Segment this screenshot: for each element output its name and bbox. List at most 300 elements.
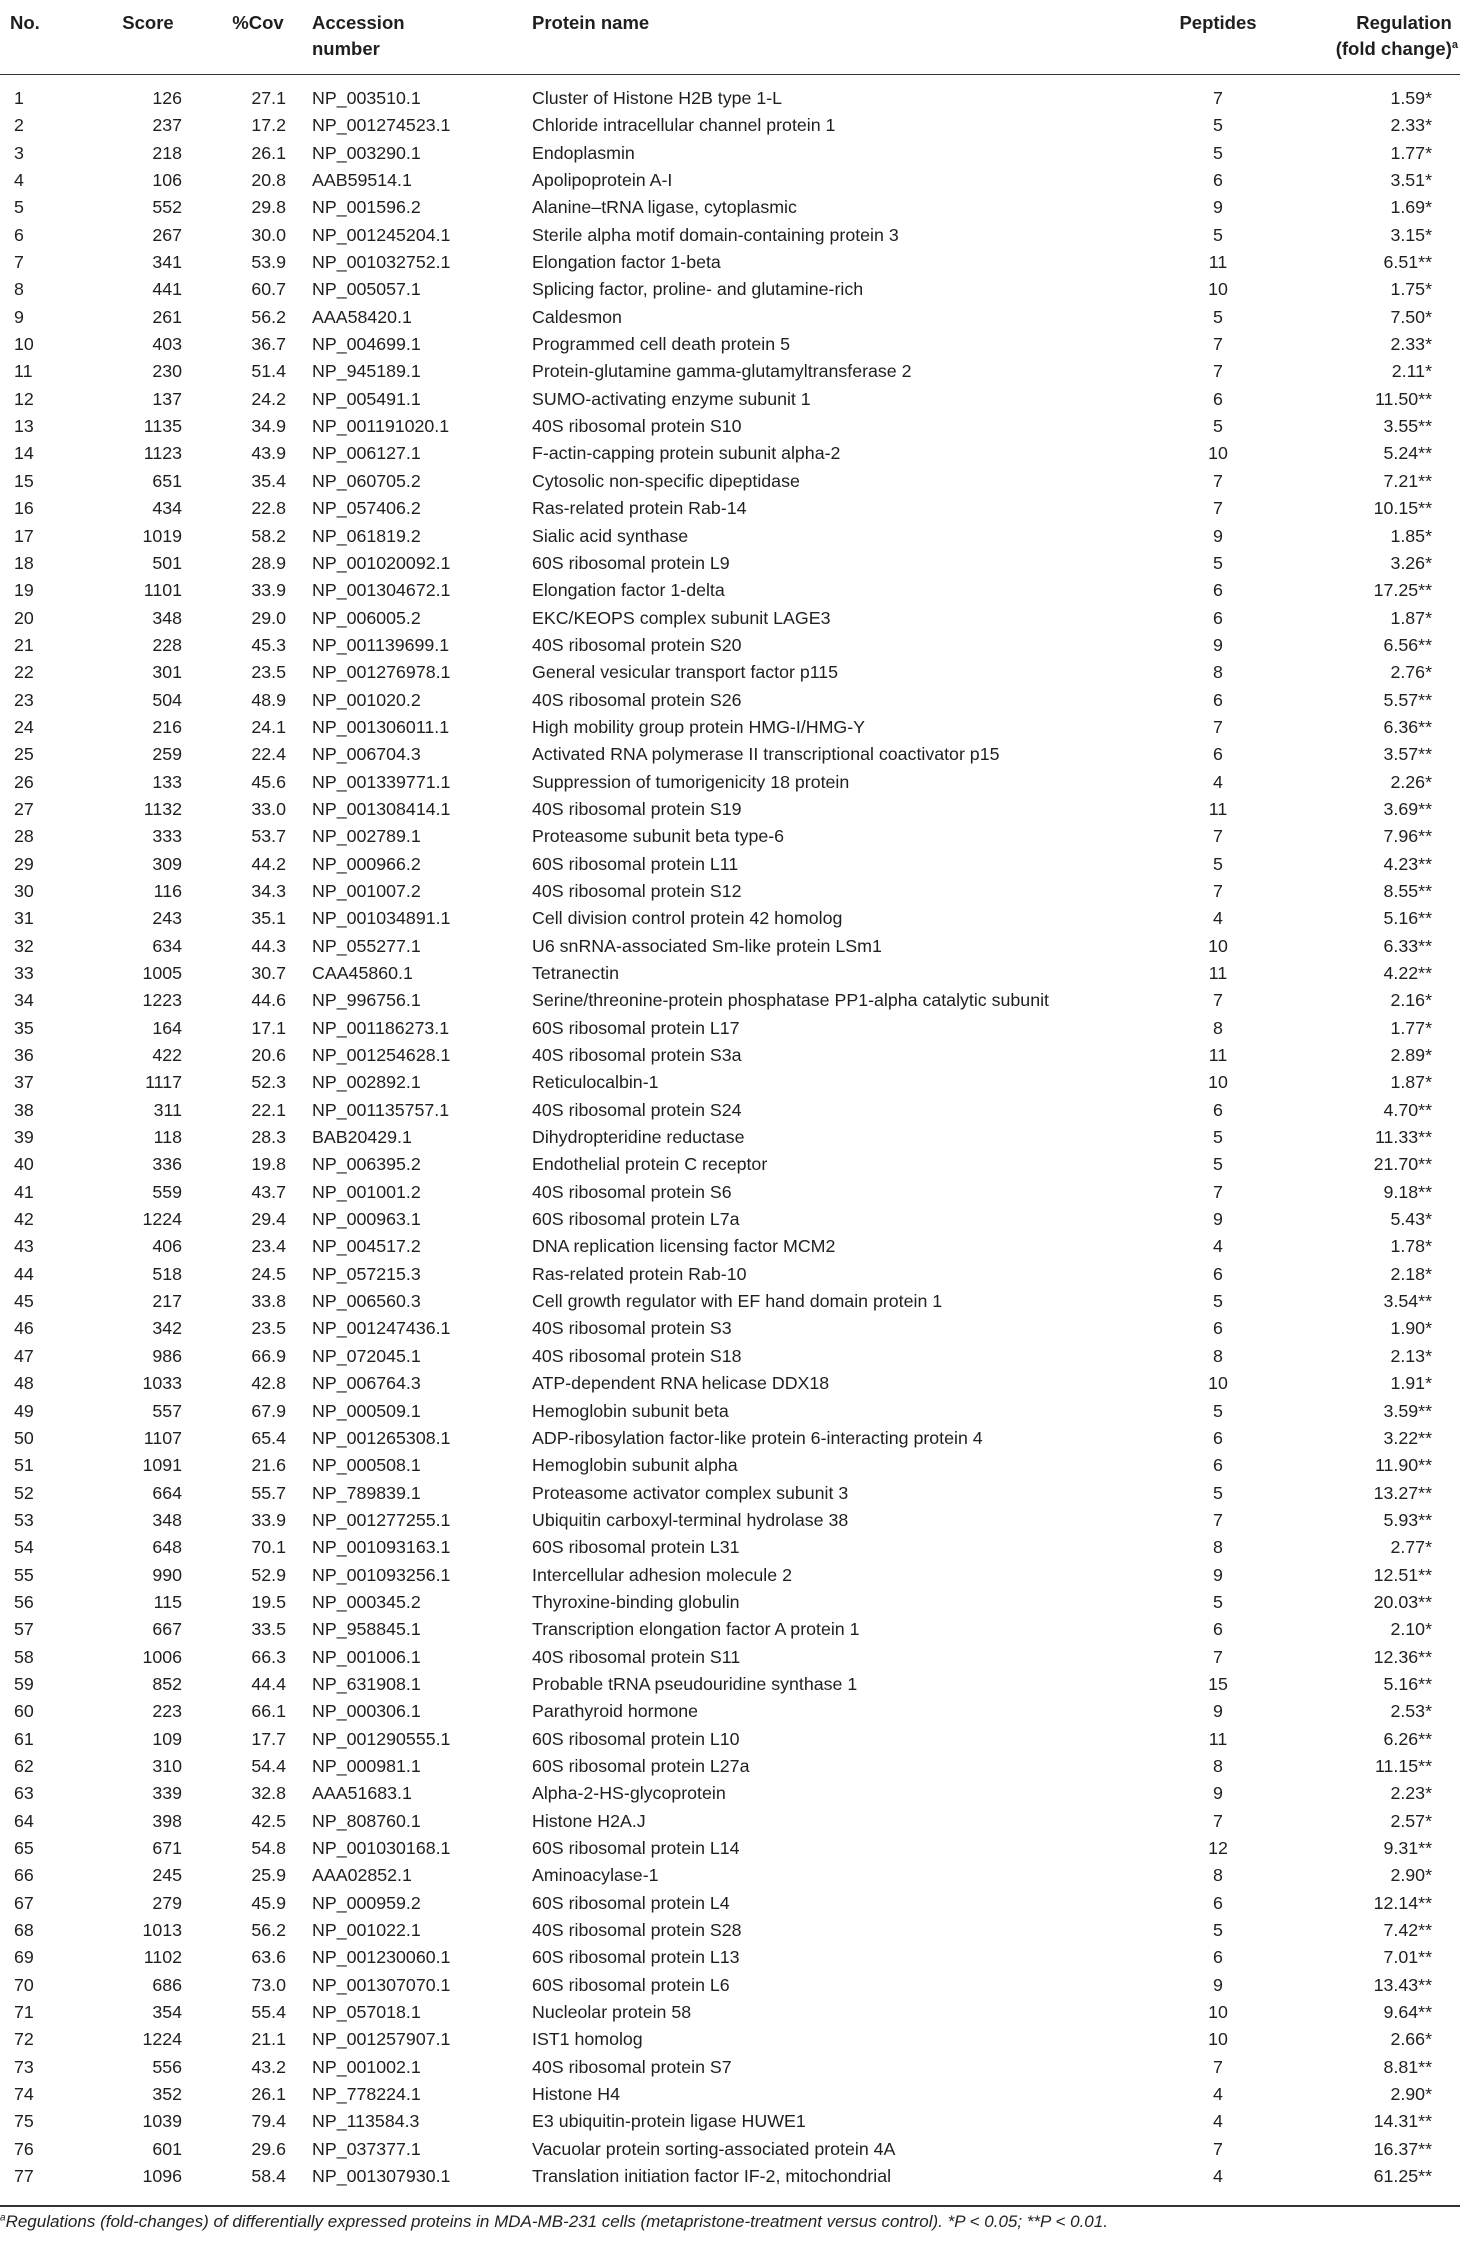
cell-no: 62 bbox=[14, 1755, 34, 1776]
cell-score: 309 bbox=[152, 853, 182, 874]
cell-no: 57 bbox=[14, 1619, 34, 1640]
cell-score: 648 bbox=[152, 1537, 182, 1558]
header-accession-label: Accession number bbox=[312, 12, 405, 59]
cell-score: 237 bbox=[152, 115, 182, 136]
cell-regulation: 2.33* bbox=[1390, 334, 1432, 355]
cell-score: 228 bbox=[152, 634, 182, 655]
table-row bbox=[0, 1562, 1460, 1589]
cell-protein-name: Vacuolar protein sorting-associated protein 4A bbox=[532, 2138, 896, 2159]
cell-regulation: 8.81** bbox=[1383, 2056, 1432, 2077]
cell-peptides: 7 bbox=[1213, 1646, 1223, 1667]
cell-no: 44 bbox=[14, 1263, 34, 1284]
cell-score: 261 bbox=[152, 306, 182, 327]
cell-protein-name: Transcription elongation factor A protein 1 bbox=[532, 1619, 860, 1640]
cell-score: 133 bbox=[152, 771, 182, 792]
cell-score: 557 bbox=[152, 1400, 182, 1421]
cell-regulation: 16.37** bbox=[1373, 2138, 1432, 2159]
footnote-text: Regulations (fold-changes) of differentially expressed proteins in MDA-MB-231 cells (metapristone-treatment versus control). *P < 0.05; **P < 0.01. bbox=[5, 2212, 1108, 2231]
table-row bbox=[0, 1698, 1460, 1725]
cell-peptides: 5 bbox=[1213, 306, 1223, 327]
cell-no: 29 bbox=[14, 853, 34, 874]
cell-accession: AAA51683.1 bbox=[312, 1783, 412, 1804]
cell-protein-name: U6 snRNA-associated Sm-like protein LSm1 bbox=[532, 935, 882, 956]
cell-peptides: 9 bbox=[1213, 634, 1223, 655]
cell-regulation: 2.33* bbox=[1390, 115, 1432, 136]
cell-regulation: 3.69** bbox=[1383, 798, 1432, 819]
cell-no: 34 bbox=[14, 990, 34, 1011]
cell-score: 354 bbox=[152, 2002, 182, 2023]
cell-accession: NP_037377.1 bbox=[312, 2138, 421, 2159]
cell-regulation: 2.18* bbox=[1390, 1263, 1432, 1284]
cell-cov: 53.9 bbox=[251, 252, 286, 273]
cell-score: 339 bbox=[152, 1783, 182, 1804]
cell-cov: 53.7 bbox=[251, 826, 286, 847]
cell-accession: NP_002789.1 bbox=[312, 826, 421, 847]
cell-peptides: 9 bbox=[1213, 1564, 1223, 1585]
cell-protein-name: 60S ribosomal protein L14 bbox=[532, 1838, 740, 1858]
cell-no: 64 bbox=[14, 1810, 34, 1831]
cell-peptides: 5 bbox=[1213, 416, 1223, 437]
cell-protein-name: Ras-related protein Rab-14 bbox=[532, 498, 747, 519]
cell-no: 18 bbox=[14, 552, 34, 573]
cell-peptides: 5 bbox=[1213, 1920, 1223, 1941]
header-protein-name: Protein name bbox=[532, 12, 650, 33]
cell-peptides: 4 bbox=[1213, 1236, 1223, 1257]
cell-regulation: 2.16* bbox=[1390, 990, 1432, 1011]
cell-peptides: 7 bbox=[1213, 1810, 1223, 1831]
cell-no: 16 bbox=[14, 498, 34, 519]
cell-no: 60 bbox=[14, 1701, 34, 1722]
cell-score: 1102 bbox=[143, 1947, 182, 1968]
cell-accession: NP_001307070.1 bbox=[312, 1974, 451, 1995]
cell-regulation: 1.87* bbox=[1390, 1072, 1432, 1093]
cell-peptides: 4 bbox=[1213, 2166, 1223, 2187]
cell-regulation: 3.54** bbox=[1383, 1291, 1432, 1312]
table-row bbox=[0, 2108, 1460, 2135]
cell-score: 441 bbox=[152, 279, 182, 300]
cell-cov: 24.2 bbox=[251, 388, 286, 409]
table-row bbox=[0, 1835, 1460, 1862]
cell-accession: NP_001186273.1 bbox=[312, 1017, 450, 1038]
cell-accession: NP_000981.1 bbox=[312, 1755, 421, 1776]
cell-protein-name: 40S ribosomal protein S18 bbox=[532, 1345, 742, 1366]
cell-regulation: 6.51** bbox=[1383, 252, 1432, 273]
cell-cov: 42.5 bbox=[251, 1810, 286, 1831]
cell-regulation: 10.15** bbox=[1373, 498, 1432, 519]
cell-cov: 43.2 bbox=[251, 2056, 286, 2077]
cell-regulation: 3.57** bbox=[1383, 744, 1432, 765]
table-row bbox=[0, 878, 1460, 905]
cell-accession: NP_001290555.1 bbox=[312, 1728, 451, 1749]
cell-accession: NP_003510.1 bbox=[312, 88, 421, 108]
cell-cov: 66.1 bbox=[251, 1701, 286, 1722]
cell-score: 501 bbox=[152, 552, 182, 573]
cell-accession: NP_000508.1 bbox=[312, 1455, 421, 1476]
cell-cov: 29.4 bbox=[251, 1209, 286, 1230]
cell-protein-name: 60S ribosomal protein L17 bbox=[532, 1017, 740, 1038]
cell-regulation: 7.50* bbox=[1390, 306, 1432, 327]
cell-cov: 70.1 bbox=[251, 1537, 286, 1558]
table-row bbox=[0, 2136, 1460, 2163]
cell-protein-name: 40S ribosomal protein S19 bbox=[532, 798, 742, 819]
table-row bbox=[0, 1644, 1460, 1671]
cell-cov: 22.1 bbox=[251, 1099, 286, 1120]
cell-no: 24 bbox=[14, 716, 34, 737]
cell-regulation: 1.77* bbox=[1390, 142, 1432, 163]
cell-protein-name: 60S ribosomal protein L9 bbox=[532, 552, 730, 573]
cell-protein-name: 40S ribosomal protein S24 bbox=[532, 1099, 742, 1120]
header-peptides: Peptides bbox=[1179, 12, 1257, 33]
cell-score: 1033 bbox=[142, 1373, 182, 1394]
cell-protein-name: 60S ribosomal protein L10 bbox=[532, 1728, 740, 1749]
cell-no: 36 bbox=[14, 1045, 34, 1066]
cell-regulation: 12.51** bbox=[1373, 1564, 1432, 1585]
cell-peptides: 10 bbox=[1208, 443, 1228, 464]
cell-cov: 55.7 bbox=[251, 1482, 286, 1503]
cell-accession: NP_001308414.1 bbox=[312, 798, 451, 819]
cell-protein-name: 40S ribosomal protein S3 bbox=[532, 1318, 732, 1339]
table-row bbox=[0, 823, 1460, 850]
cell-cov: 29.6 bbox=[251, 2138, 286, 2159]
cell-score: 1096 bbox=[142, 2166, 182, 2187]
cell-regulation: 5.57** bbox=[1383, 689, 1432, 710]
cell-cov: 34.9 bbox=[251, 416, 286, 437]
cell-regulation: 13.43** bbox=[1373, 1974, 1432, 1995]
cell-protein-name: High mobility group protein HMG-I/HMG-Y bbox=[532, 716, 865, 737]
cell-no: 15 bbox=[14, 470, 34, 491]
table-row bbox=[0, 112, 1460, 139]
cell-peptides: 7 bbox=[1213, 498, 1223, 519]
cell-peptides: 6 bbox=[1213, 1455, 1223, 1476]
cell-no: 76 bbox=[14, 2138, 34, 2159]
cell-peptides: 7 bbox=[1213, 1509, 1223, 1530]
cell-protein-name: 40S ribosomal protein S28 bbox=[532, 1920, 742, 1941]
cell-cov: 45.3 bbox=[251, 634, 286, 655]
cell-accession: NP_113584.3 bbox=[312, 2111, 420, 2132]
cell-no: 8 bbox=[14, 279, 24, 300]
cell-protein-name: Apolipoprotein A-I bbox=[532, 170, 673, 191]
cell-no: 17 bbox=[14, 525, 34, 546]
cell-accession: AAB59514.1 bbox=[312, 170, 412, 191]
cell-peptides: 5 bbox=[1213, 552, 1223, 573]
table-row bbox=[0, 851, 1460, 878]
cell-protein-name: Cell division control protein 42 homolog bbox=[532, 908, 843, 929]
cell-protein-name: Programmed cell death protein 5 bbox=[532, 334, 790, 355]
cell-score: 243 bbox=[152, 908, 182, 929]
table-row bbox=[0, 1862, 1460, 1889]
cell-no: 58 bbox=[14, 1646, 34, 1667]
cell-no: 6 bbox=[14, 224, 24, 245]
cell-protein-name: Dihydropteridine reductase bbox=[532, 1127, 745, 1148]
cell-cov: 42.8 bbox=[251, 1373, 286, 1394]
cell-accession: NP_006704.3 bbox=[312, 744, 421, 765]
cell-peptides: 8 bbox=[1213, 1017, 1223, 1038]
cell-no: 30 bbox=[14, 880, 34, 901]
cell-peptides: 6 bbox=[1213, 1427, 1223, 1448]
table-row bbox=[0, 1097, 1460, 1124]
cell-cov: 30.0 bbox=[251, 224, 286, 245]
cell-regulation: 2.76* bbox=[1390, 662, 1432, 683]
table-row bbox=[0, 249, 1460, 276]
cell-score: 217 bbox=[152, 1291, 182, 1312]
cell-protein-name: 40S ribosomal protein S3a bbox=[532, 1045, 742, 1066]
cell-peptides: 5 bbox=[1213, 1291, 1223, 1312]
table-row bbox=[0, 440, 1460, 467]
cell-no: 49 bbox=[14, 1400, 34, 1421]
cell-regulation: 6.36** bbox=[1383, 716, 1432, 737]
cell-score: 311 bbox=[153, 1099, 182, 1120]
cell-cov: 21.1 bbox=[251, 2029, 286, 2050]
table-row bbox=[0, 1999, 1460, 2026]
cell-cov: 54.8 bbox=[251, 1838, 286, 1858]
cell-no: 38 bbox=[14, 1099, 34, 1120]
cell-accession: NP_001093256.1 bbox=[312, 1564, 451, 1585]
cell-protein-name: Histone H2A.J bbox=[532, 1810, 646, 1831]
cell-protein-name: E3 ubiquitin-protein ligase HUWE1 bbox=[532, 2111, 806, 2132]
table-row bbox=[0, 1233, 1460, 1260]
table-row bbox=[0, 2081, 1460, 2108]
cell-cov: 17.7 bbox=[251, 1728, 286, 1749]
cell-peptides: 5 bbox=[1213, 1591, 1223, 1612]
cell-score: 341 bbox=[152, 252, 182, 273]
cell-no: 72 bbox=[14, 2029, 34, 2050]
cell-peptides: 6 bbox=[1213, 689, 1223, 710]
cell-cov: 23.4 bbox=[251, 1236, 286, 1257]
table-row bbox=[0, 413, 1460, 440]
cell-accession: NP_000306.1 bbox=[312, 1701, 421, 1722]
cell-no: 66 bbox=[14, 1865, 34, 1886]
cell-accession: NP_000509.1 bbox=[312, 1400, 421, 1421]
cell-score: 216 bbox=[152, 716, 182, 737]
cell-no: 35 bbox=[14, 1017, 34, 1038]
cell-peptides: 5 bbox=[1213, 142, 1223, 163]
header-regulation-mark: a bbox=[1451, 38, 1458, 51]
cell-regulation: 14.31** bbox=[1373, 2111, 1432, 2132]
cell-no: 50 bbox=[14, 1427, 34, 1448]
cell-cov: 43.7 bbox=[251, 1181, 286, 1202]
cell-protein-name: Cytosolic non-specific dipeptidase bbox=[532, 470, 800, 491]
cell-regulation: 3.51* bbox=[1390, 170, 1432, 191]
table-row bbox=[0, 1370, 1460, 1397]
cell-regulation: 11.15** bbox=[1374, 1755, 1432, 1776]
cell-cov: 44.6 bbox=[251, 990, 286, 1011]
cell-peptides: 9 bbox=[1213, 1974, 1223, 1995]
cell-no: 10 bbox=[14, 334, 34, 355]
cell-peptides: 10 bbox=[1208, 935, 1228, 956]
cell-cov: 33.8 bbox=[251, 1291, 286, 1312]
cell-peptides: 12 bbox=[1208, 1838, 1228, 1858]
cell-no: 48 bbox=[14, 1373, 34, 1394]
cell-no: 45 bbox=[14, 1291, 34, 1312]
cell-score: 1107 bbox=[143, 1427, 182, 1448]
cell-accession: NP_004699.1 bbox=[312, 334, 421, 355]
cell-regulation: 21.70** bbox=[1373, 1154, 1432, 1175]
cell-peptides: 5 bbox=[1213, 1127, 1223, 1148]
cell-cov: 27.1 bbox=[251, 88, 286, 108]
table-row bbox=[0, 1726, 1460, 1753]
header-score: Score bbox=[122, 12, 174, 33]
cell-regulation: 9.64** bbox=[1383, 2002, 1432, 2023]
cell-no: 65 bbox=[14, 1838, 34, 1858]
table-row bbox=[0, 1288, 1460, 1315]
cell-regulation: 4.70** bbox=[1383, 1099, 1432, 1120]
table-row bbox=[0, 75, 1460, 113]
table-row bbox=[0, 577, 1460, 604]
cell-score: 333 bbox=[152, 826, 182, 847]
cell-protein-name: 60S ribosomal protein L4 bbox=[532, 1892, 730, 1913]
cell-regulation: 1.75* bbox=[1390, 279, 1432, 300]
cell-regulation: 12.14** bbox=[1373, 1892, 1432, 1913]
cell-accession: NP_631908.1 bbox=[312, 1673, 421, 1694]
cell-protein-name: Proteasome activator complex subunit 3 bbox=[532, 1482, 849, 1503]
cell-cov: 33.0 bbox=[251, 798, 286, 819]
cell-accession: NP_778224.1 bbox=[312, 2084, 421, 2105]
cell-protein-name: Sterile alpha motif domain-containing protein 3 bbox=[532, 224, 899, 245]
cell-protein-name: ADP-ribosylation factor-like protein 6-interacting protein 4 bbox=[532, 1427, 983, 1448]
cell-peptides: 5 bbox=[1213, 224, 1223, 245]
cell-cov: 26.1 bbox=[251, 142, 286, 163]
cell-accession: NP_001306011.1 bbox=[312, 716, 450, 737]
cell-protein-name: 40S ribosomal protein S6 bbox=[532, 1181, 732, 1202]
cell-peptides: 6 bbox=[1213, 744, 1223, 765]
cell-regulation: 5.43* bbox=[1390, 1209, 1432, 1230]
cell-score: 518 bbox=[152, 1263, 182, 1284]
cell-score: 1039 bbox=[142, 2111, 182, 2132]
cell-regulation: 6.56** bbox=[1383, 634, 1432, 655]
cell-protein-name: Reticulocalbin-1 bbox=[532, 1072, 659, 1093]
table-row bbox=[0, 1808, 1460, 1835]
table-row bbox=[0, 1069, 1460, 1096]
cell-protein-name: Caldesmon bbox=[532, 306, 622, 327]
cell-peptides: 4 bbox=[1213, 771, 1223, 792]
cell-regulation: 7.96** bbox=[1383, 826, 1432, 847]
cell-accession: NP_001020.2 bbox=[312, 689, 421, 710]
cell-regulation: 2.66* bbox=[1390, 2029, 1432, 2050]
cell-peptides: 7 bbox=[1213, 334, 1223, 355]
cell-no: 5 bbox=[14, 197, 24, 218]
cell-accession: NP_001034891.1 bbox=[312, 908, 451, 929]
table-row bbox=[0, 741, 1460, 768]
cell-cov: 45.6 bbox=[251, 771, 286, 792]
table-row bbox=[0, 1261, 1460, 1288]
cell-peptides: 5 bbox=[1213, 853, 1223, 874]
cell-accession: NP_006560.3 bbox=[312, 1291, 421, 1312]
cell-no: 59 bbox=[14, 1673, 34, 1694]
cell-regulation: 4.23** bbox=[1383, 853, 1432, 874]
cell-accession: NP_006005.2 bbox=[312, 607, 421, 628]
cell-cov: 23.5 bbox=[251, 1318, 286, 1339]
cell-cov: 79.4 bbox=[251, 2111, 286, 2132]
cell-protein-name: 60S ribosomal protein L7a bbox=[532, 1209, 740, 1230]
cell-protein-name: Chloride intracellular channel protein 1 bbox=[532, 115, 836, 136]
cell-cov: 29.8 bbox=[251, 197, 286, 218]
cell-cov: 54.4 bbox=[251, 1755, 286, 1776]
cell-accession: NP_001254628.1 bbox=[312, 1045, 451, 1066]
cell-peptides: 7 bbox=[1213, 990, 1223, 1011]
cell-cov: 52.9 bbox=[251, 1564, 286, 1585]
cell-protein-name: SUMO-activating enzyme subunit 1 bbox=[532, 388, 811, 409]
table-row bbox=[0, 1944, 1460, 1971]
cell-peptides: 9 bbox=[1213, 197, 1223, 218]
cell-score: 556 bbox=[152, 2056, 182, 2077]
cell-cov: 30.7 bbox=[251, 963, 286, 983]
cell-protein-name: Ubiquitin carboxyl-terminal hydrolase 38 bbox=[532, 1509, 849, 1530]
cell-score: 126 bbox=[152, 88, 182, 108]
cell-peptides: 6 bbox=[1213, 1263, 1223, 1284]
cell-protein-name: Splicing factor, proline- and glutamine-rich bbox=[532, 279, 864, 300]
cell-peptides: 11 bbox=[1208, 1045, 1228, 1066]
table-row bbox=[0, 1753, 1460, 1780]
cell-protein-name: Proteasome subunit beta type-6 bbox=[532, 826, 785, 847]
cell-no: 61 bbox=[14, 1728, 34, 1749]
cell-no: 41 bbox=[14, 1181, 34, 1202]
cell-protein-name: F-actin-capping protein subunit alpha-2 bbox=[532, 443, 841, 464]
cell-cov: 63.6 bbox=[251, 1947, 286, 1968]
table-row bbox=[0, 167, 1460, 194]
footnote bbox=[0, 2212, 1108, 2232]
cell-no: 11 bbox=[14, 361, 33, 382]
cell-regulation: 20.03** bbox=[1373, 1591, 1432, 1612]
cell-accession: NP_001032752.1 bbox=[312, 252, 451, 273]
cell-accession: BAB20429.1 bbox=[312, 1127, 412, 1148]
cell-accession: NP_004517.2 bbox=[312, 1236, 421, 1257]
cell-cov: 43.9 bbox=[251, 443, 286, 464]
table-row bbox=[0, 1671, 1460, 1698]
cell-protein-name: 40S ribosomal protein S11 bbox=[532, 1646, 741, 1667]
cell-no: 13 bbox=[14, 416, 34, 437]
cell-regulation: 2.90* bbox=[1390, 2084, 1432, 2105]
cell-peptides: 8 bbox=[1213, 1537, 1223, 1558]
cell-no: 19 bbox=[14, 580, 34, 601]
table-row bbox=[0, 2163, 1460, 2194]
table-row bbox=[0, 468, 1460, 495]
cell-no: 4 bbox=[14, 170, 24, 191]
cell-regulation: 2.13* bbox=[1390, 1345, 1432, 1366]
cell-protein-name: Aminoacylase-1 bbox=[532, 1865, 659, 1886]
cell-accession: NP_001257907.1 bbox=[312, 2029, 451, 2050]
cell-protein-name: EKC/KEOPS complex subunit LAGE3 bbox=[532, 607, 831, 628]
cell-protein-name: Elongation factor 1-beta bbox=[532, 252, 721, 273]
cell-protein-name: General vesicular transport factor p115 bbox=[532, 662, 839, 683]
cell-no: 56 bbox=[14, 1591, 34, 1612]
cell-peptides: 6 bbox=[1213, 1099, 1223, 1120]
cell-protein-name: Parathyroid hormone bbox=[532, 1701, 699, 1722]
cell-regulation: 7.42** bbox=[1383, 1920, 1432, 1941]
cell-accession: NP_001230060.1 bbox=[312, 1947, 451, 1968]
cell-peptides: 5 bbox=[1213, 1154, 1223, 1175]
cell-accession: NP_060705.2 bbox=[312, 470, 421, 491]
cell-peptides: 6 bbox=[1213, 388, 1223, 409]
cell-no: 43 bbox=[14, 1236, 34, 1257]
cell-regulation: 12.36** bbox=[1373, 1646, 1432, 1667]
cell-protein-name: Serine/threonine-protein phosphatase PP1-alpha catalytic subunit bbox=[532, 990, 1049, 1011]
cell-peptides: 4 bbox=[1213, 908, 1223, 929]
cell-no: 23 bbox=[14, 689, 34, 710]
cell-regulation: 6.33** bbox=[1383, 935, 1432, 956]
cell-regulation: 1.90* bbox=[1390, 1318, 1432, 1339]
cell-regulation: 3.26* bbox=[1390, 552, 1432, 573]
table-row bbox=[0, 796, 1460, 823]
table-row bbox=[0, 194, 1460, 221]
table-row bbox=[0, 386, 1460, 413]
cell-score: 1224 bbox=[142, 1209, 182, 1230]
cell-peptides: 8 bbox=[1213, 1865, 1223, 1886]
cell-peptides: 9 bbox=[1213, 1783, 1223, 1804]
cell-protein-name: 60S ribosomal protein L27a bbox=[532, 1755, 750, 1776]
cell-accession: NP_006127.1 bbox=[312, 443, 421, 464]
cell-peptides: 11 bbox=[1208, 963, 1228, 983]
cell-cov: 26.1 bbox=[251, 2084, 286, 2105]
